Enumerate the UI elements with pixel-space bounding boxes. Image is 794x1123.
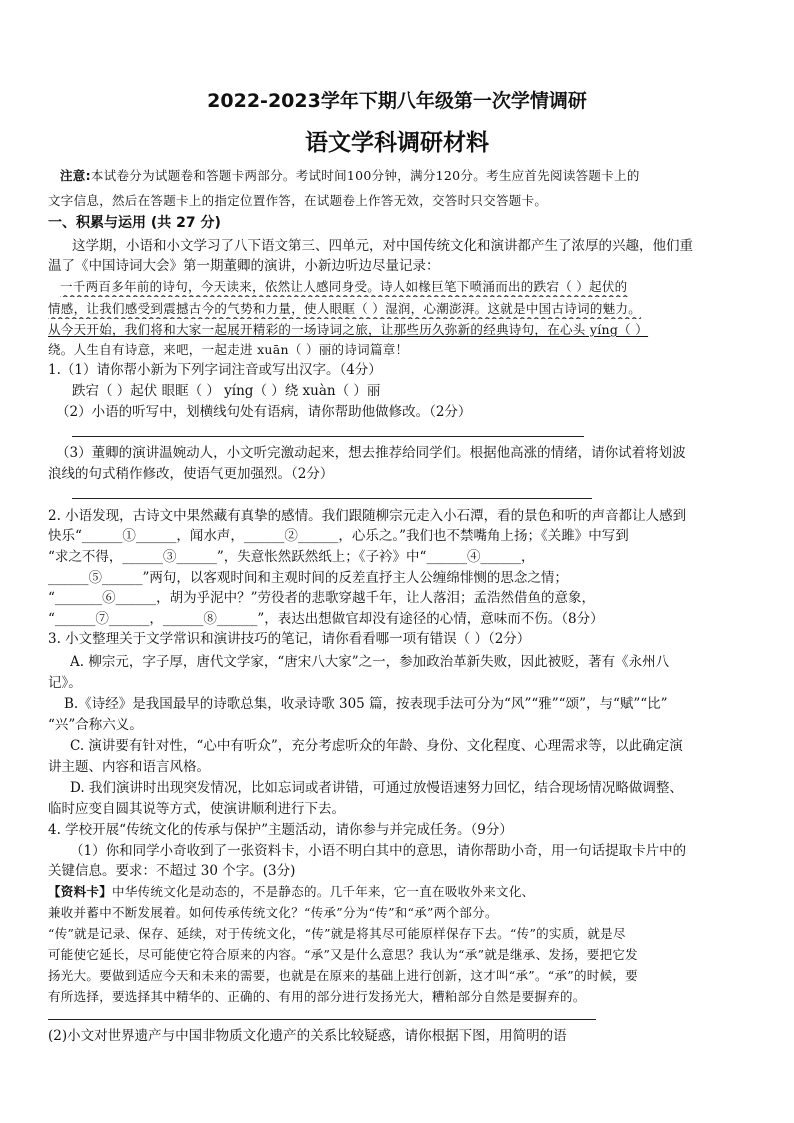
resource-card-line-4: 可能使它延长，尽可能使它符合原来的内容。“承”又是什么意思？我认为“承”就是继承、发扬，要把它发 [48, 947, 638, 962]
notice-line-2: 文字信息，然后在答题卡上的指定位置作答，在试题卷上作答无效，交答时只交答题卡。 [48, 193, 548, 208]
q3-option-d-1: D. 我们演讲时出现突发情况，比如忘词或者讲错，可通过放慢语速努力回忆，结合现场情况略做调整、 [70, 780, 683, 796]
q1-part1-items: 跌宕（ ）起伏 眼眶（ ） yíng（ ）绕 xuàn（ ）丽 [72, 383, 381, 399]
q2-line-2: 快乐“______①______，闻水声，______②______，心乐之。”我们也不禁嘴角上扬；《关雎》中写到 [48, 528, 629, 544]
speech-line-3: 从今天开始，我们将和大家一起展开精彩的一场诗词之旅，让那些历久弥新的经典诗句，在心头 yíng（ ） [48, 322, 649, 337]
resource-card-line-5: 扬光大。要做到适应今天和未来的需要，也就是在原来的基础上进行创新，这才叫“承”。“承”的时候，要 [48, 968, 638, 983]
q4-part1-line1: （1）你和同学小奇收到了一张资料卡，小语不明白其中的意思，请你帮助小奇，用一句话提取卡片中的 [70, 843, 687, 859]
q1-part1: 1.（1）请你帮小新为下列字词注音或写出汉字。（4分） [48, 362, 382, 378]
answer-line[interactable] [48, 1019, 596, 1020]
q3-option-a-1: A. 柳宗元，字子厚，唐代文学家，“唐宋八大家”之一，参加政治革新失败，因此被贬，著有《永州八 [70, 654, 670, 670]
page-title: 2022-2023学年下期八年级第一次学情调研 [207, 90, 587, 112]
q2-line-1: 2. 小语发现，古诗文中果然藏有真挚的感情。我们跟随柳宗元走入小石潭，看的景色和听的声音都让人感到 [48, 508, 687, 524]
q4-stem: 4. 学校开展“传统文化的传承与保护”主题活动，请你参与并完成任务。（9分） [48, 822, 513, 838]
resource-card-line-1: 【资料卡】中华传统文化是动态的，不是静态的。几千年来，它一直在吸收外来文化、 [48, 884, 535, 899]
q1-part3-line2: 浪线的句式稍作修改，使语气更加强烈。（2分） [48, 466, 334, 482]
q3-option-c-2: 讲主题、内容和语言风格。 [48, 759, 210, 775]
notice-line-1 [60, 166, 760, 186]
q2-line-6: “______⑦______，______⑧______”，表达出想做官却没有途径的心情，意味而不伤。（8分） [48, 611, 604, 627]
resource-card-line-3: “传”就是记录、保存、延续，对于传统文化，“传”就是将其尽可能原样保存下去。“传”的实质，就是尽 [48, 926, 626, 941]
q3-option-d-2: 临时应变自圆其说等方式，使演讲顺利进行下去。 [48, 801, 345, 817]
q4-part1-line2: 关键信息。要求：不超过 30 个字。(3分) [48, 863, 296, 879]
q3-option-c-1: C. 演讲要有针对性，“心中有听众”，充分考虑听众的年龄、身份、文化程度、心理需求等，以此确定演 [70, 738, 683, 754]
q3-stem: 3. 小文整理关于文学常识和演讲技巧的笔记，请你看看哪一项有错误（ ）（2分） [48, 631, 531, 647]
q2-line-4: ______⑤______”两句，以客观时间和主观时间的反差直抒主人公缠绵悱恻的思念之情； [48, 570, 568, 586]
q3-option-b-2: “兴”合称六义。 [48, 717, 143, 733]
page-subtitle: 语文学科调研材料 [305, 130, 489, 156]
q2-line-5: “_______⑥______，胡为乎泥中？”劳役者的悲歌穿越千年，让人落泪；孟浩然借鱼的意象， [48, 590, 596, 606]
answer-line[interactable] [72, 436, 584, 437]
section-heading: 一、积累与运用 (共 27 分) [48, 215, 221, 231]
q4-part2: (2)小文对世界遗产与中国非物质文化遗产的关系比较疑惑，请你根据下图，用简明的语 [48, 1028, 567, 1044]
intro-line-2: 温了《中国诗词大会》第一期董卿的演讲，小新边听边尽量记录： [48, 258, 440, 274]
resource-card-label: 【资料卡】 [48, 884, 113, 899]
speech-line-4: 绕。人生自有诗意，来吧，一起走进 xuān（ ）丽的诗词篇章！ [48, 342, 409, 357]
q3-option-a-2: 记》。 [48, 675, 82, 691]
intro-line-1: 这学期，小语和小文学习了八下语文第三、四单元，对中国传统文化和演讲都产生了浓厚的兴趣，他们重 [72, 238, 693, 254]
q1-part2: （2）小语的听写中，划横线句处有语病，请你帮助他做修改。（2分） [56, 404, 472, 420]
resource-card-line-2: 兼收并蓄中不断发展着。如何传承传统文化？“传承”分为“传”和“承”两个部分。 [48, 905, 498, 920]
q2-line-3: “求之不得，______③______”，失意怅然跃然纸上；《子衿》中“______④______， [48, 549, 535, 565]
speech-line-2: 情感，让我们感受到震撼古今的气势和力量，使人眼眶（ ）湿润，心潮澎湃。这就是中国古诗词的魅力。 [48, 301, 642, 316]
q1-part3-line1: （3）董卿的演讲温婉动人，小文听完激动起来，想去推荐给同学们。根据他高涨的情绪，请你试着将划波 [56, 445, 686, 461]
notice-label: 注意: [60, 168, 91, 183]
resource-card-line-6: 有所选择，要选择其中精华的、正确的、有用的部分进行发扬光大，糟粕部分自然是要摒弃的。 [48, 989, 586, 1004]
speech-line-1: 一千两百多年前的诗句，今天读来，依然让人感同身受。诗人如椽巨笔下喷涌而出的跌宕（ ）起伏的 [60, 279, 628, 294]
answer-line[interactable] [72, 498, 592, 499]
q3-option-b-1: B.《诗经》是我国最早的诗歌总集，收录诗歌 305 篇，按表现手法可分为“风”“雅”“颂”，与“赋”“比” [64, 696, 668, 712]
notice-text-1: 本试卷分为试题卷和答题卡两部分。考试时间100分钟，满分120分。考生应首先阅读答题卡上的 [90, 168, 640, 183]
